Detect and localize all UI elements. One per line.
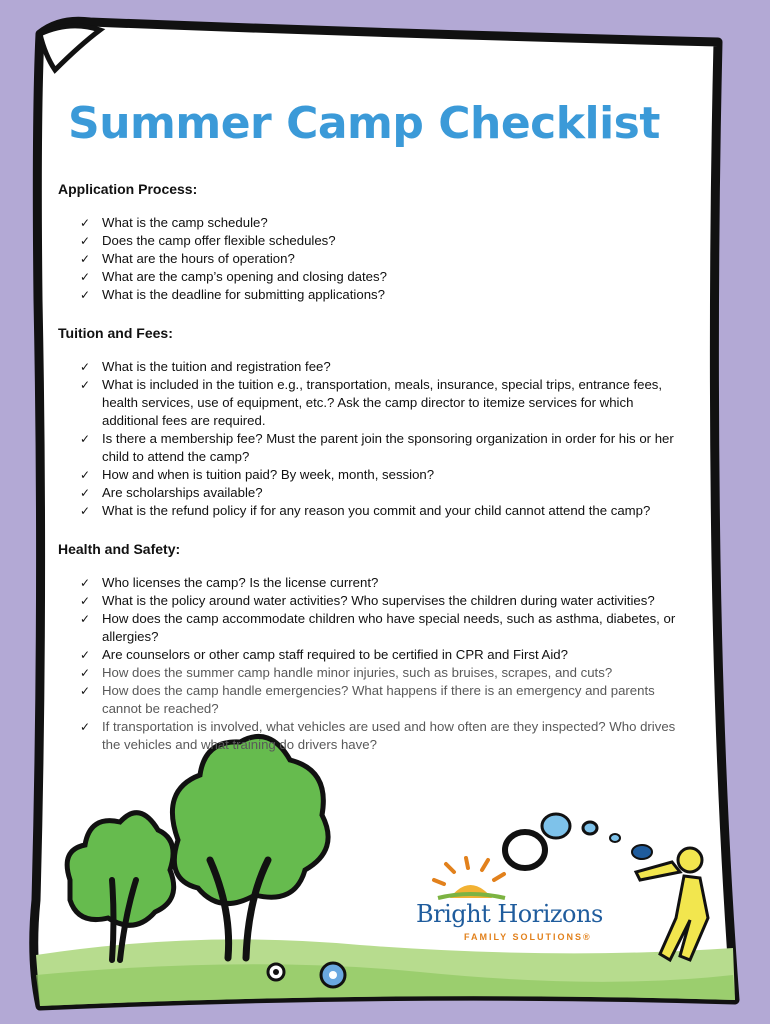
- section-heading: Health and Safety:: [58, 541, 181, 557]
- list-item-text: Are counselors or other camp staff required to be certified in CPR and First Aid?: [102, 647, 568, 662]
- list-item: [58, 592, 688, 610]
- list-item-text: Who licenses the camp? Is the license current?: [102, 575, 379, 590]
- list-item: [58, 250, 688, 268]
- list-item: [58, 376, 688, 430]
- checkmark-icon: ✓: [80, 468, 91, 482]
- bright-horizons-logo: [416, 860, 603, 950]
- list-item: [58, 484, 688, 502]
- checkmark-icon: ✓: [80, 252, 91, 266]
- checkmark-icon: ✓: [80, 684, 91, 698]
- checkmark-icon: ✓: [80, 648, 91, 662]
- list-item: [58, 286, 688, 304]
- list-item-text: Does the camp offer flexible schedules?: [102, 233, 336, 248]
- checkmark-icon: ✓: [80, 270, 91, 284]
- list-item-text: If transportation is involved, what vehicles are used and how often are they inspected? Who drives the vehicles and what training do drivers have?: [102, 719, 676, 752]
- checkmark-icon: ✓: [80, 486, 91, 500]
- list-item: [58, 268, 688, 286]
- list-item-text: What is included in the tuition e.g., transportation, meals, insurance, special trips, entrance fees, health services, use of equipment, etc.? Ask the camp director to itemize services for which additional fees are required.: [102, 377, 663, 428]
- checkmark-icon: ✓: [80, 432, 91, 446]
- list-item-text: What are the camp’s opening and closing dates?: [102, 269, 387, 284]
- checkmark-icon: ✓: [80, 576, 91, 590]
- checkmark-icon: ✓: [80, 666, 91, 680]
- sections: [58, 180, 688, 754]
- list-item-text: Is there a membership fee? Must the parent join the sponsoring organization in order for his or her child to attend the camp?: [102, 431, 674, 464]
- list-item: [58, 430, 688, 466]
- list-item: [58, 646, 688, 664]
- list-item-text: How does the camp accommodate children who have special needs, such as asthma, diabetes, or allergies?: [102, 611, 676, 644]
- list-item: [58, 214, 688, 232]
- list-item: [58, 502, 688, 520]
- checkmark-icon: ✓: [80, 612, 91, 626]
- checkmark-icon: ✓: [80, 378, 91, 392]
- section-heading: Application Process:: [58, 181, 198, 197]
- list-item: [58, 610, 688, 646]
- logo-tagline: FAMILY SOLUTIONS®: [464, 932, 592, 942]
- list-item: [58, 718, 688, 754]
- list-item: [58, 358, 688, 376]
- list-item-text: What are the hours of operation?: [102, 251, 295, 266]
- list-item-text: How does the camp handle emergencies? What happens if there is an emergency and parents cannot be reached?: [102, 683, 655, 716]
- list-item-text: Are scholarships available?: [102, 485, 263, 500]
- checkmark-icon: ✓: [80, 360, 91, 374]
- list-item-text: What is the refund policy if for any reason you commit and your child cannot attend the camp?: [102, 503, 651, 518]
- list-item: [58, 664, 688, 682]
- checkmark-icon: ✓: [80, 288, 91, 302]
- flower-white: [268, 964, 284, 980]
- checkmark-icon: ✓: [80, 504, 91, 518]
- list-item-text: What is the policy around water activities? Who supervises the children during water activities?: [102, 593, 655, 608]
- list-item-text: How and when is tuition paid? By week, month, session?: [102, 467, 435, 482]
- list-item-text: What is the camp schedule?: [102, 215, 268, 230]
- logo-brand-name: Bright Horizons: [416, 900, 603, 928]
- flower-blue: [321, 963, 345, 987]
- list-item-text: What is the deadline for submitting applications?: [102, 287, 385, 302]
- list-item: [58, 574, 688, 592]
- checkmark-icon: ✓: [80, 234, 91, 248]
- list-item-text: How does the summer camp handle minor injuries, such as bruises, scrapes, and cuts?: [102, 665, 613, 680]
- checklist: [58, 574, 688, 754]
- list-item-text: What is the tuition and registration fee?: [102, 359, 331, 374]
- checklist: [58, 358, 688, 520]
- checkmark-icon: ✓: [80, 216, 91, 230]
- checkmark-icon: ✓: [80, 594, 91, 608]
- checklist: [58, 214, 688, 304]
- checklist-content: [58, 92, 688, 774]
- page-title: Summer Camp Checklist: [68, 98, 660, 149]
- checkmark-icon: ✓: [80, 720, 91, 734]
- list-item: [58, 232, 688, 250]
- list-item: [58, 682, 688, 718]
- section-heading: Tuition and Fees:: [58, 325, 173, 341]
- list-item: [58, 466, 688, 484]
